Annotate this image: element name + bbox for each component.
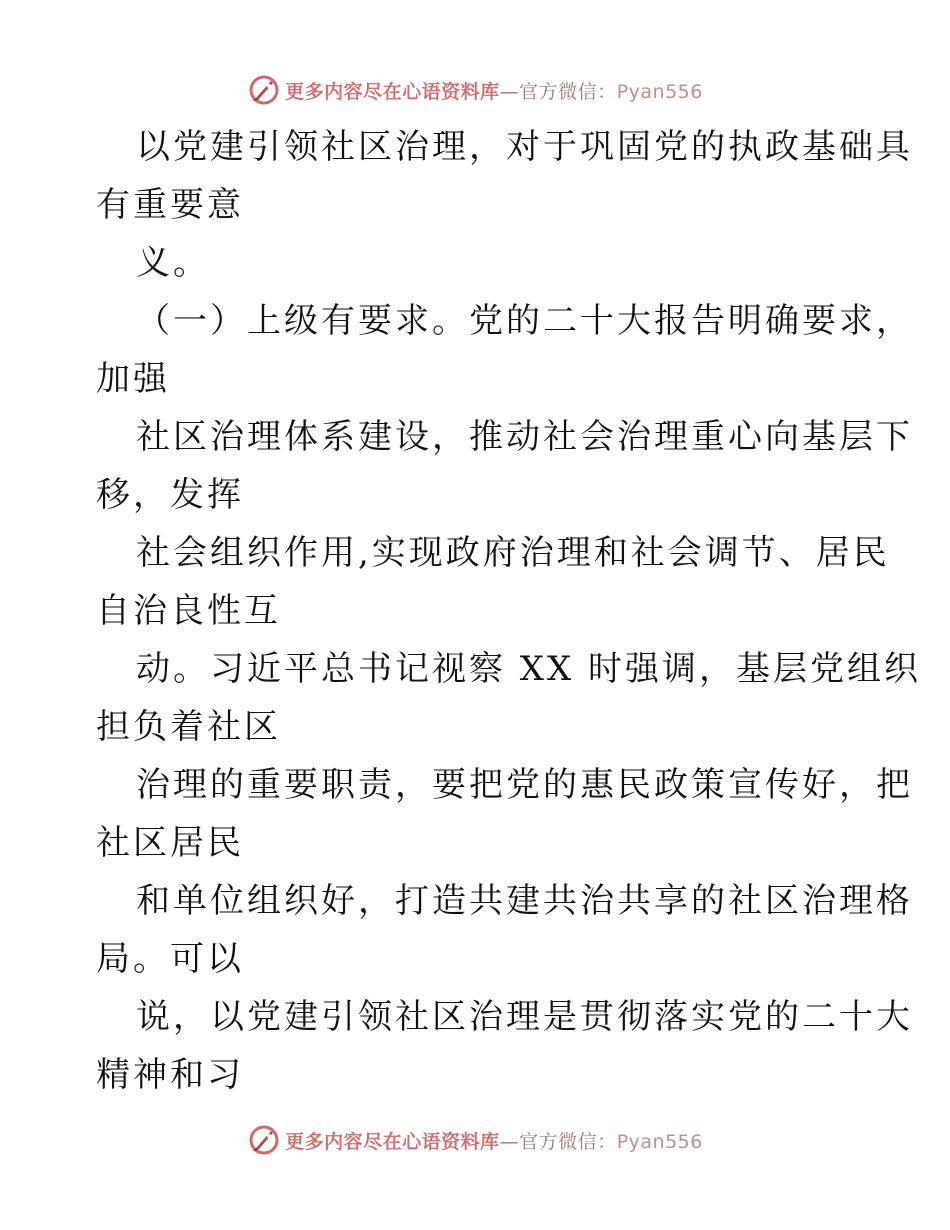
watermark-wechat-label: 官方微信： (519, 1130, 617, 1153)
watermark-wechat-id: Pyan556 (616, 1130, 703, 1153)
watermark-separator: — (499, 80, 520, 103)
body-line: 担负着社区 (96, 707, 281, 747)
body-line: 说，以党建引领社区治理是贯彻落实党的二十大 (136, 997, 913, 1037)
watermark-separator: — (499, 1130, 520, 1153)
watermark-text (285, 1127, 703, 1154)
watermark-wechat-label: 官方微信： (519, 80, 617, 103)
body-line: 以党建引领社区治理，对于巩固党的执政基础具 (136, 127, 913, 167)
header-watermark (0, 70, 950, 110)
body-line: 加强 (96, 359, 170, 399)
body-line: 社区治理体系建设，推动社会治理重心向基层下 (136, 417, 913, 457)
quill-logo-icon (247, 73, 281, 107)
watermark-text (285, 77, 703, 104)
body-line: 和单位组织好，打造共建共治共享的社区治理格 (136, 881, 913, 921)
body-line: 社会组织作用,实现政府治理和社会调节、居民 (136, 533, 890, 573)
body-line: （一）上级有要求。党的二十大报告明确要求， (136, 301, 913, 341)
body-line: 治理的重要职责，要把党的惠民政策宣传好，把 (136, 765, 913, 805)
body-line: 移，发挥 (96, 475, 244, 515)
body-line: 精神和习 (96, 1055, 244, 1095)
watermark-wechat-id: Pyan556 (616, 80, 703, 103)
footer-watermark (0, 1120, 950, 1160)
body-line: 局。可以 (96, 939, 244, 979)
body-line: 动。习近平总书记视察 XX 时强调，基层党组织 (136, 649, 922, 689)
document-body (96, 118, 922, 1104)
body-line: 有重要意 (96, 185, 244, 225)
watermark-brand: 更多内容尽在心语资料库 (285, 80, 500, 103)
body-line: 自治良性互 (96, 591, 281, 631)
body-line: 义。 (136, 243, 210, 283)
body-line: 社区居民 (96, 823, 244, 863)
watermark-brand: 更多内容尽在心语资料库 (285, 1130, 500, 1153)
quill-logo-icon (247, 1123, 281, 1157)
